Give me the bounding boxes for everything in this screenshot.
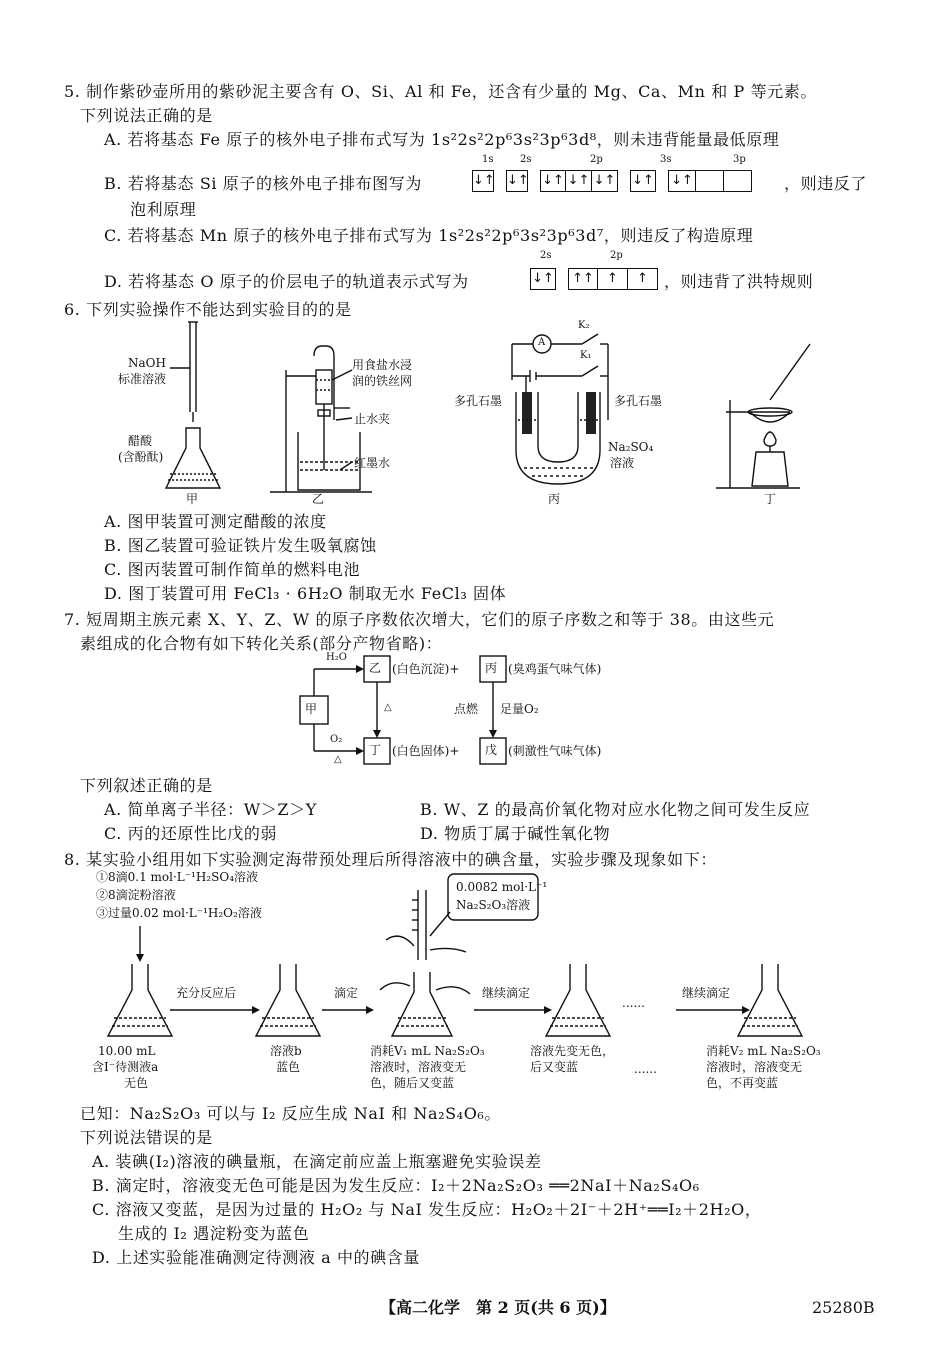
titrant-conc: 0.0082 mol·L⁻¹ (456, 880, 548, 894)
flow-jia: 甲 (305, 702, 318, 716)
cap6-line3: 色，不再变蓝 (706, 1076, 779, 1090)
q8-option-b: B. 滴定时，溶液变无色可能是因为发生反应：I₂＋2Na₂S₂O₃ ══2NaI＋Na₂S₄O₆ (92, 1176, 700, 1195)
page-footer: 【高二化学 第 2 页(共 6 页)】 (380, 1298, 616, 1317)
orbital-box: ↑ (628, 268, 658, 290)
orb-label-1s: 1s (482, 154, 494, 165)
cap2-line1: 溶液b (270, 1044, 302, 1058)
flow-heat-2: △ (384, 702, 392, 713)
label-red-ink: 红墨水 (354, 456, 391, 470)
q6-option-c: C. 图丙装置可制作简单的燃料电池 (104, 560, 361, 579)
label-naoh: NaOH (128, 356, 166, 370)
orbital-box: ↓↑ (566, 170, 592, 192)
q8-option-a: A. 装碘(I₂)溶液的碘量瓶，在滴定前应盖上瓶塞避免实验误差 (92, 1152, 542, 1171)
orb-label-2s-d: 2s (540, 250, 552, 261)
arrow-label-1: 充分反应后 (176, 986, 237, 1000)
flow-heat-1: △ (334, 754, 342, 765)
arrow-label-3: 继续滴定 (482, 986, 531, 1000)
label-solution: 溶液 (610, 456, 635, 470)
flow-excess-o2: 足量O₂ (500, 702, 539, 716)
q5-stem: 5. 制作紫砂壶所用的紫砂泥主要含有 O、Si、Al 和 Fe，还含有少量的 Mg、Ca、Mn 和 P 等元素。 (64, 82, 817, 101)
orb-label-3s: 3s (660, 154, 672, 165)
q5-option-b-post: ，则违反了 (784, 174, 868, 193)
arrow-label-2: 滴定 (334, 986, 359, 1000)
cap1-line3: 无色 (124, 1076, 149, 1090)
label-graphite-left: 多孔石墨 (454, 394, 503, 408)
cap6-line2: 溶液时，溶液变无 (706, 1060, 803, 1074)
cap4-line2: 后又变蓝 (530, 1060, 579, 1074)
label-acetic-acid: 醋酸 (128, 434, 153, 448)
switch-k1: K₁ (580, 350, 592, 361)
orb-label-3p: 3p (733, 154, 746, 165)
orb-label-2s: 2s (520, 154, 532, 165)
reagent-2: ②8滴淀粉溶液 (96, 888, 176, 902)
orbital-box: ↓↑ (506, 170, 528, 192)
flow-wu: 戊 (485, 743, 498, 757)
orbital-box: ↓↑ (630, 170, 656, 192)
figure-label-bing: 丙 (548, 492, 561, 506)
q5-option-a: A. 若将基态 Fe 原子的核外电子排布式写为 1s²2s²2p⁶3s²3p⁶3d⁸，则未违背能量最低原理 (104, 130, 780, 149)
label-clamp: 止水夹 (354, 412, 391, 426)
label-indicator: (含酚酞) (118, 450, 164, 464)
cap6-line1: 消耗V₂ mL Na₂S₂O₃ (706, 1044, 821, 1058)
label-na2so4: Na₂SO₄ (608, 440, 654, 454)
orbital-box: ↓↑ (540, 170, 566, 192)
ammeter-label: A (538, 337, 546, 348)
q8-known: 已知：Na₂S₂O₃ 可以与 I₂ 反应生成 NaI 和 Na₂S₄O₆。 (80, 1104, 502, 1123)
cap1-line2: 含I⁻待测液a (92, 1060, 159, 1074)
cap3-line2: 溶液时，溶液变无 (370, 1060, 467, 1074)
label-mesh-2: 润的铁丝网 (352, 374, 413, 388)
flow-ignite: 点燃 (454, 702, 479, 716)
titrant-name: Na₂S₂O₃溶液 (456, 898, 531, 912)
q7-stem-2: 素组成的化合物有如下转化关系(部分产物省略)： (80, 634, 443, 653)
q8-option-c-1: C. 溶液又变蓝，是因为过量的 H₂O₂ 与 NaI 发生反应：H₂O₂＋2I⁻＋2H⁺══I₂＋2H₂O， (92, 1200, 762, 1219)
reagent-3: ③过量0.02 mol·L⁻¹H₂O₂溶液 (96, 906, 262, 920)
q7-option-a: A. 简单离子半径：W＞Z＞Y (104, 800, 317, 819)
q6-option-b: B. 图乙装置可验证铁片发生吸氧腐蚀 (104, 536, 377, 555)
flow-ding-note: (白色固体)+ (392, 744, 460, 758)
flow-o2: O₂ (330, 734, 343, 745)
cap4-line1: 溶液先变无色， (530, 1044, 615, 1058)
q6-option-a: A. 图甲装置可测定醋酸的浓度 (104, 512, 327, 531)
arrow-label-5: 继续滴定 (682, 986, 731, 1000)
cap3-line1: 消耗V₁ mL Na₂S₂O₃ (370, 1044, 485, 1058)
q7-option-c: C. 丙的还原性比戊的弱 (104, 824, 278, 843)
figure-label-yi: 乙 (312, 492, 325, 506)
label-mesh-1: 用食盐水浸 (352, 358, 413, 372)
label-graphite-right: 多孔石墨 (614, 394, 663, 408)
orbital-box: ↑ (598, 268, 628, 290)
orbital-box: ↓↑ (472, 170, 494, 192)
q5-option-b-cont: 泡利原理 (130, 200, 197, 219)
q8-stem: 8. 某实验小组用如下实验测定海带预处理后所得溶液中的碘含量，实验步骤及现象如下： (64, 850, 717, 869)
orb-label-2p: 2p (590, 154, 603, 165)
q6-option-d: D. 图丁装置可用 FeCl₃ · 6H₂O 制取无水 FeCl₃ 固体 (104, 584, 507, 603)
cap5: ...... (634, 1062, 657, 1076)
label-naoh-std: 标准溶液 (118, 372, 167, 386)
q7-option-d: D. 物质丁属于碱性氧化物 (420, 824, 611, 843)
cap2-line2: 蓝色 (276, 1060, 301, 1074)
orbital-box: ↑↑ (568, 268, 598, 290)
q5-option-d-post: ，则违背了洪特规则 (664, 272, 814, 291)
flow-yi: 乙 (369, 661, 382, 675)
q8-option-c-2: 生成的 I₂ 遇淀粉变为蓝色 (118, 1224, 310, 1243)
flow-bing-note: (臭鸡蛋气味气体) (508, 662, 602, 676)
q7-lead: 下列叙述正确的是 (80, 776, 213, 795)
orbital-box: ↓↑ (592, 170, 618, 192)
reagent-1: ①8滴0.1 mol·L⁻¹H₂SO₄溶液 (96, 870, 259, 884)
orbital-box: ↓↑ (668, 170, 696, 192)
q6-stem: 6. 下列实验操作不能达到实验目的的是 (64, 300, 352, 319)
figure-label-ding: 丁 (764, 492, 777, 506)
cap1-line1: 10.00 mL (98, 1044, 156, 1058)
orb-label-2p-d: 2p (610, 250, 623, 261)
switch-k2: K₂ (578, 320, 590, 331)
flow-ding: 丁 (369, 743, 382, 757)
q7-stem-1: 7. 短周期主族元素 X、Y、Z、W 的原子序数依次增大，它们的原子序数之和等于 38。由这些元 (64, 610, 775, 629)
figure-label-jia: 甲 (186, 492, 199, 506)
arrow-label-ellipsis: ...... (622, 996, 645, 1010)
flow-bing: 丙 (485, 661, 498, 675)
cap3-line3: 色，随后又变蓝 (370, 1076, 455, 1090)
q8-lead: 下列说法错误的是 (80, 1128, 213, 1147)
orbital-box: ↓↑ (530, 268, 556, 290)
q7-option-b: B. W、Z 的最高价氧化物对应水化物之间可发生反应 (420, 800, 811, 819)
flow-h2o: H₂O (326, 652, 347, 663)
paper-code: 25280B (812, 1298, 875, 1317)
q5-option-c: C. 若将基态 Mn 原子的核外电子排布式写为 1s²2s²2p⁶3s²3p⁶3d⁷，则违反了构造原理 (104, 226, 754, 245)
q8-option-d: D. 上述实验能准确测定待测液 a 中的碘含量 (92, 1248, 420, 1267)
q5-option-d-pre: D. 若将基态 O 原子的价层电子的轨道表示式写为 (104, 272, 469, 291)
flow-yi-note: (白色沉淀)+ (392, 662, 460, 676)
q5-option-b-pre: B. 若将基态 Si 原子的核外电子排布图写为 (104, 174, 422, 193)
flow-wu-note: (刺激性气味气体) (508, 744, 602, 758)
q5-lead: 下列说法正确的是 (80, 106, 213, 125)
